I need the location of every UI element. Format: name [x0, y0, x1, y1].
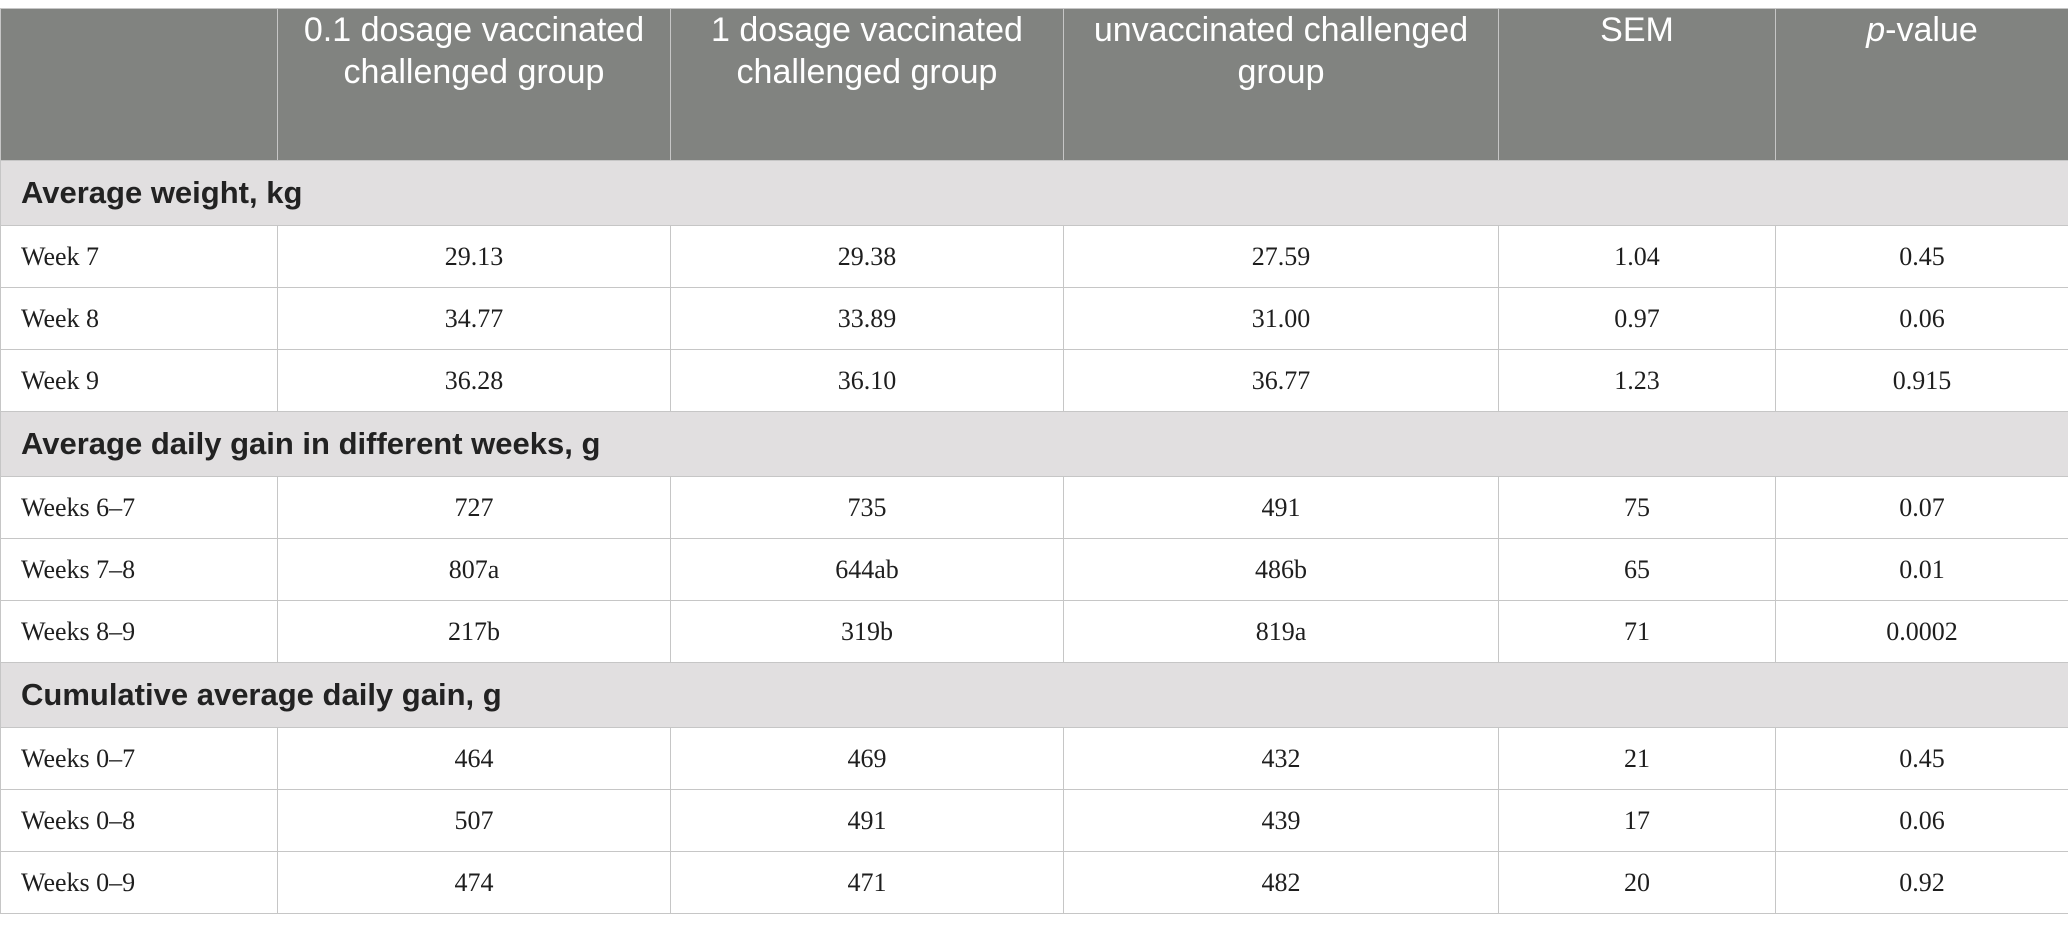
cell-low-dose: 34.77: [278, 288, 671, 350]
cell-low-dose: 474: [278, 852, 671, 914]
cell-full-dose: 319b: [671, 601, 1064, 663]
header-row: [1, 9, 2068, 161]
table-row: [1, 226, 2068, 288]
row-label: Week 9: [1, 350, 278, 412]
cell-p-value: 0.06: [1776, 288, 2068, 350]
cell-p-value: 0.07: [1776, 477, 2068, 539]
row-label: Weeks 7–8: [1, 539, 278, 601]
cell-low-dose: 507: [278, 790, 671, 852]
header-cell-p-value: [1776, 9, 2068, 161]
header-cell-unvaccinated: unvaccinated challenged group: [1064, 9, 1499, 161]
table-row: [1, 790, 2068, 852]
cell-p-value: 0.0002: [1776, 601, 2068, 663]
section-title: Cumulative average daily gain, g: [1, 663, 2068, 728]
cell-unvaccinated: 36.77: [1064, 350, 1499, 412]
row-label: Weeks 0–8: [1, 790, 278, 852]
section-row-average-daily-gain: [1, 412, 2068, 477]
table-row: [1, 539, 2068, 601]
cell-p-value: 0.915: [1776, 350, 2068, 412]
cell-low-dose: 807a: [278, 539, 671, 601]
data-table: [0, 8, 2068, 914]
section-row-average-weight: [1, 161, 2068, 226]
cell-sem: 1.23: [1499, 350, 1776, 412]
cell-p-value: 0.45: [1776, 226, 2068, 288]
table-header: [1, 9, 2068, 161]
cell-sem: 65: [1499, 539, 1776, 601]
p-value-suffix: -value: [1885, 11, 1978, 49]
cell-p-value: 0.92: [1776, 852, 2068, 914]
header-cell-sem: SEM: [1499, 9, 1776, 161]
section-title: Average weight, kg: [1, 161, 2068, 226]
row-label: Weeks 0–9: [1, 852, 278, 914]
cell-p-value: 0.45: [1776, 728, 2068, 790]
cell-unvaccinated: 31.00: [1064, 288, 1499, 350]
cell-unvaccinated: 439: [1064, 790, 1499, 852]
cell-sem: 21: [1499, 728, 1776, 790]
row-label: Week 7: [1, 226, 278, 288]
table-body: [1, 161, 2068, 914]
cell-low-dose: 29.13: [278, 226, 671, 288]
cell-sem: 20: [1499, 852, 1776, 914]
cell-full-dose: 644ab: [671, 539, 1064, 601]
cell-low-dose: 727: [278, 477, 671, 539]
header-cell-low-dose: 0.1 dosage vaccinated challenged group: [278, 9, 671, 161]
table-row: [1, 477, 2068, 539]
cell-low-dose: 217b: [278, 601, 671, 663]
row-label: Week 8: [1, 288, 278, 350]
cell-p-value: 0.06: [1776, 790, 2068, 852]
cell-full-dose: 29.38: [671, 226, 1064, 288]
p-value-italic: p: [1866, 11, 1886, 49]
cell-full-dose: 735: [671, 477, 1064, 539]
cell-full-dose: 33.89: [671, 288, 1064, 350]
row-label: Weeks 8–9: [1, 601, 278, 663]
cell-unvaccinated: 432: [1064, 728, 1499, 790]
table-row: [1, 288, 2068, 350]
section-row-cumulative-gain: [1, 663, 2068, 728]
section-title: Average daily gain in different weeks, g: [1, 412, 2068, 477]
cell-unvaccinated: 27.59: [1064, 226, 1499, 288]
cell-full-dose: 471: [671, 852, 1064, 914]
table-row: [1, 350, 2068, 412]
table-row: [1, 601, 2068, 663]
cell-p-value: 0.01: [1776, 539, 2068, 601]
cell-low-dose: 36.28: [278, 350, 671, 412]
cell-low-dose: 464: [278, 728, 671, 790]
cell-sem: 75: [1499, 477, 1776, 539]
cell-unvaccinated: 491: [1064, 477, 1499, 539]
cell-unvaccinated: 486b: [1064, 539, 1499, 601]
cell-sem: 71: [1499, 601, 1776, 663]
cell-sem: 1.04: [1499, 226, 1776, 288]
header-cell-empty: [1, 9, 278, 161]
cell-sem: 0.97: [1499, 288, 1776, 350]
cell-full-dose: 491: [671, 790, 1064, 852]
cell-unvaccinated: 819a: [1064, 601, 1499, 663]
cell-unvaccinated: 482: [1064, 852, 1499, 914]
row-label: Weeks 6–7: [1, 477, 278, 539]
row-label: Weeks 0–7: [1, 728, 278, 790]
header-cell-full-dose: 1 dosage vaccinated challenged group: [671, 9, 1064, 161]
cell-full-dose: 36.10: [671, 350, 1064, 412]
table-row: [1, 728, 2068, 790]
cell-full-dose: 469: [671, 728, 1064, 790]
table-row: [1, 852, 2068, 914]
cell-sem: 17: [1499, 790, 1776, 852]
